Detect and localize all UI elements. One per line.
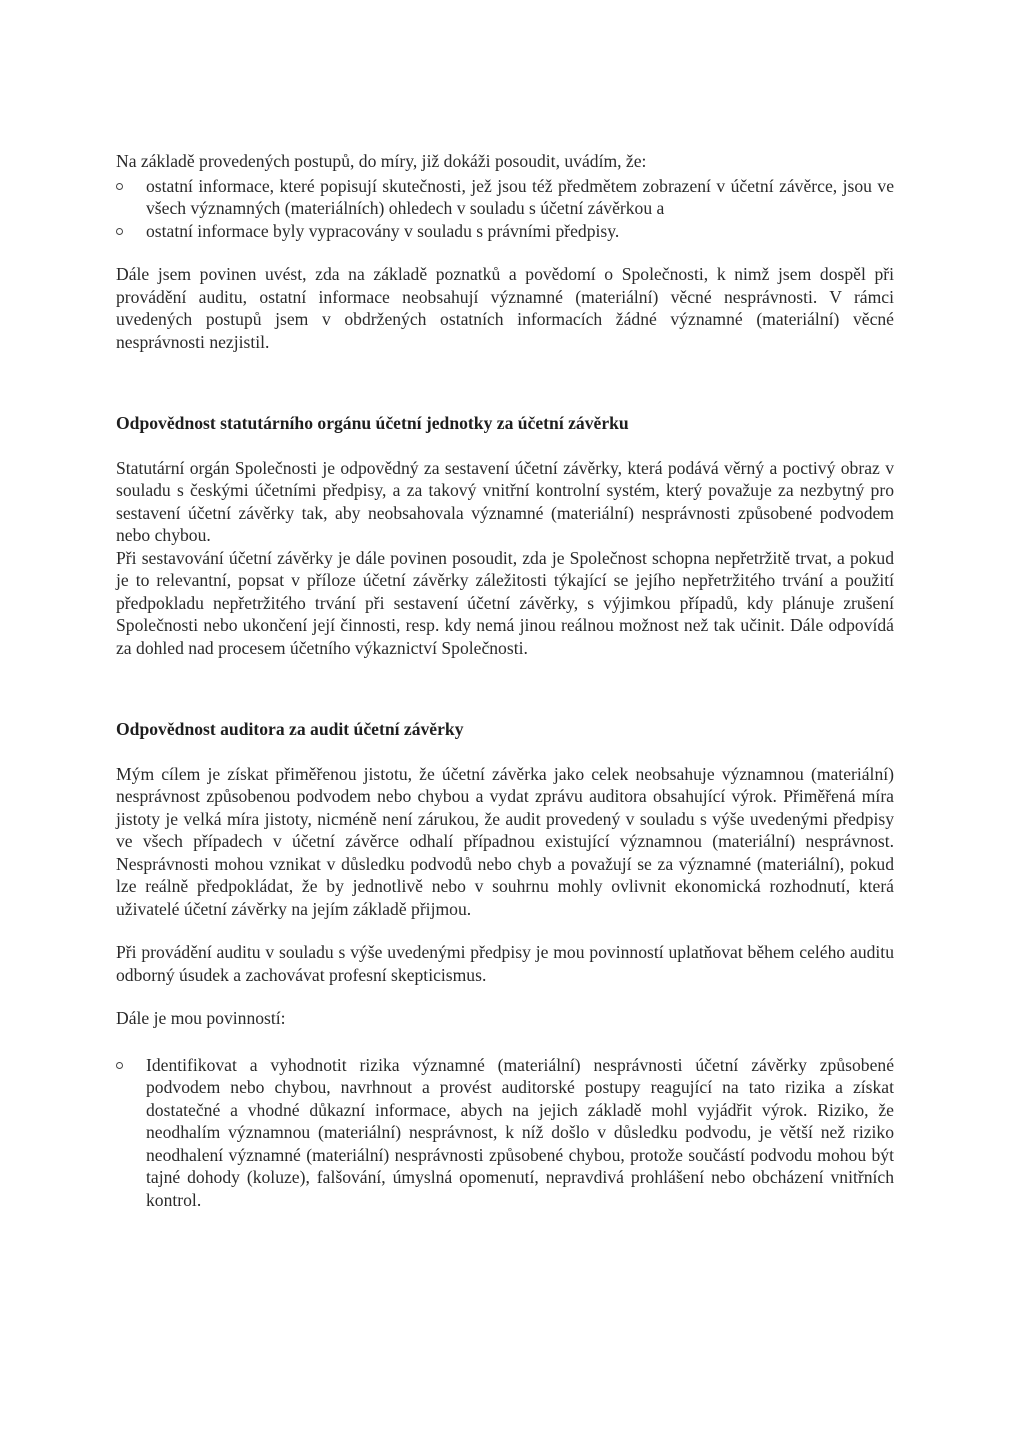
- paragraph-auditor-2: Při provádění auditu v souladu s výše uvedenými předpisy je mou povinností uplatňovat během celého auditu odborný úsudek a zachovávat profesní skepticismus.: [116, 942, 894, 985]
- list-item: [116, 220, 894, 243]
- list-item: [116, 1054, 894, 1212]
- paragraph-auditor-1: Mým cílem je získat přiměřenou jistotu, že účetní závěrka jako celek neobsahuje významnou (materiální) nesprávnost způsobenou podvodem nebo chybou a vydat zprávu auditora obsahující výrok. Přiměřená míra jistoty je velká míra jistoty, nicméně není zárukou, že audit provedený v souladu s výše uvedenými předpisy ve všech případech v účetní závěrce odhalí případnou existující významnou (materiální) nesprávnost. Nesprávnosti mohou vznikat v důsledku podvodů nebo chyb a považují se za významné (materiální), pokud lze reálně předpokládat, že by jednotlivě nebo v souhrnu mohly ovlivnit ekonomická rozhodnutí, která uživatelé účetní závěrky na jejím základě přijmou.: [116, 763, 894, 919]
- paragraph-management-1: Statutární orgán Společnosti je odpovědný za sestavení účetní závěrky, která podává věrný a poctivý obraz v souladu s českými účetními předpisy, a za takový vnitřní kontrolní systém, který považuje za nezbytný pro sestavení účetní závěrky tak, aby neobsahovala významné (materiální) nesprávnosti způsobené podvodem nebo chybou.: [116, 457, 894, 545]
- section-heading-auditor-responsibility: Odpovědnost auditora za audit účetní závěrky: [116, 719, 464, 739]
- intro-text: Na základě provedených postupů, do míry, již dokáži posoudit, uvádím, že:: [116, 151, 647, 171]
- paragraph-management-2: Při sestavování účetní závěrky je dále povinen posoudit, zda je Společnost schopna nepřetržitě trvat, a pokud je to relevantní, popsat v příloze účetní závěrky záležitosti týkající se jejího nepřetržitého trvání a použití předpokladu nepřetržitého trvání při sestavení účetní závěrky, s výjimkou případů, kdy plánuje zrušení Společnosti nebo ukončení její činnosti, resp. kdy nemá jinou reálnou možnost než tak učinit. Dále odpovídá za dohled nad procesem účetního výkaznictví Společnosti.: [116, 547, 894, 658]
- list-item-text: ostatní informace byly vypracovány v souladu s právními předpisy.: [146, 220, 620, 241]
- bullet-icon: [116, 1062, 123, 1069]
- list-item-text: Identifikovat a vyhodnotit rizika významné (materiální) nesprávnosti účetní závěrky způsobené podvodem nebo chybou, navrhnout a provést auditorské postupy reagující na tato rizika a získat dostatečné a vhodné důkazní informace, abych na jejich základě mohl vyjádřit výrok. Riziko, že neodhalím významnou (materiální) nesprávnost, k níž došlo v důsledku podvodu, je větší než riziko neodhalení významné (materiální) nesprávnosti způsobené chybou, protože součástí podvodu mohou být tajné dohody (koluze), falšování, úmyslná opomenutí, nepravdivá prohlášení nebo obcházení vnitřních kontrol.: [146, 1054, 894, 1210]
- list-item: [116, 175, 894, 220]
- section-heading-management-responsibility: Odpovědnost statutárního orgánu účetní jednotky za účetní závěrku: [116, 413, 629, 433]
- list-item-text: ostatní informace, které popisují skutečnosti, jež jsou též předmětem zobrazení v účetní závěrce, jsou ve všech významných (materiálních) ohledech v souladu s účetní závěrkou a: [146, 175, 894, 218]
- bullet-icon: [116, 183, 123, 190]
- paragraph-other-info-statement: Dále jsem povinen uvést, zda na základě poznatků a povědomí o Společnosti, k nimž jsem dospěl při provádění auditu, ostatní informace neobsahují významné (materiální) věcné nesprávnosti. V rámci uvedených postupů jsem v obdržených ostatních informacích žádné významné (materiální) věcné nesprávnosti nezjistil.: [116, 264, 894, 352]
- paragraph-auditor-3: Dále je mou povinností:: [116, 1008, 286, 1028]
- bullet-list-auditor-duties: [116, 1054, 894, 1212]
- document-page: [116, 150, 894, 1211]
- bullet-icon: [116, 228, 123, 235]
- bullet-list-other-info: [116, 175, 894, 243]
